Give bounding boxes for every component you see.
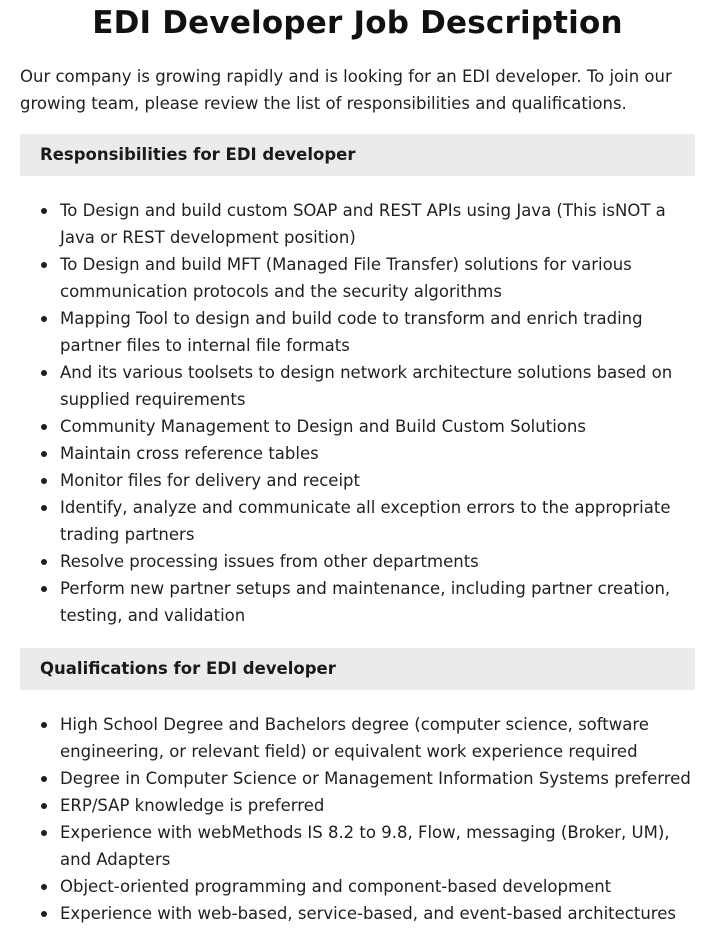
responsibility-item bbox=[20, 359, 695, 413]
responsibility-text: Community Management to Design and Build Custom Solutions bbox=[60, 417, 586, 436]
bullet-icon bbox=[41, 316, 47, 322]
bullet-icon bbox=[41, 424, 47, 430]
responsibility-text: Identify, analyze and communicate all exception errors to the appropriate trading partners bbox=[60, 498, 671, 544]
bullet-icon bbox=[41, 559, 47, 565]
responsibility-text: Mapping Tool to design and build code to transform and enrich trading partner files to internal file formats bbox=[60, 309, 643, 355]
responsibility-text: Perform new partner setups and maintenance, including partner creation, testing, and validation bbox=[60, 579, 671, 625]
bullet-icon bbox=[41, 803, 47, 809]
responsibility-text: Maintain cross reference tables bbox=[60, 444, 319, 463]
qualification-item bbox=[20, 765, 695, 792]
responsibility-text: Resolve processing issues from other departments bbox=[60, 552, 479, 571]
bullet-icon bbox=[41, 776, 47, 782]
qualification-text: ERP/SAP knowledge is preferred bbox=[60, 796, 325, 815]
bullet-icon bbox=[41, 370, 47, 376]
responsibility-text: To Design and build MFT (Managed File Transfer) solutions for various communication protocols and the security algorithms bbox=[60, 255, 632, 301]
responsibilities-list bbox=[20, 197, 695, 629]
bullet-icon bbox=[41, 505, 47, 511]
qualification-text: Object-oriented programming and component-based development bbox=[60, 877, 612, 896]
page-title: EDI Developer Job Description bbox=[92, 5, 623, 41]
qualification-item bbox=[20, 711, 695, 765]
responsibility-item bbox=[20, 440, 695, 467]
bullet-icon bbox=[41, 478, 47, 484]
responsibility-item bbox=[20, 251, 695, 305]
qualification-text: Degree in Computer Science or Management Information Systems preferred bbox=[60, 769, 691, 788]
responsibility-item bbox=[20, 305, 695, 359]
bullet-icon bbox=[41, 884, 47, 890]
responsibility-text: And its various toolsets to design network architecture solutions based on supplied requirements bbox=[60, 363, 673, 409]
qualification-item bbox=[20, 792, 695, 819]
intro-paragraph: Our company is growing rapidly and is looking for an EDI developer. To join our growing team, please review the list of responsibilities and qualifications. bbox=[20, 67, 672, 113]
responsibility-item bbox=[20, 494, 695, 548]
bullet-icon bbox=[41, 830, 47, 836]
bullet-icon bbox=[41, 262, 47, 268]
qualifications-list bbox=[20, 711, 695, 927]
responsibilities-heading: Responsibilities for EDI developer bbox=[20, 134, 695, 176]
responsibility-item bbox=[20, 413, 695, 440]
responsibility-item bbox=[20, 197, 695, 251]
responsibility-item bbox=[20, 575, 695, 629]
bullet-icon bbox=[41, 208, 47, 214]
qualification-text: High School Degree and Bachelors degree (computer science, software engineering, or relevant field) or equivalent work experience required bbox=[60, 715, 649, 761]
qualification-item bbox=[20, 873, 695, 900]
qualification-item bbox=[20, 819, 695, 873]
qualification-text: Experience with web-based, service-based, and event-based architectures bbox=[60, 904, 676, 923]
bullet-icon bbox=[41, 722, 47, 728]
responsibility-item bbox=[20, 467, 695, 494]
qualifications-heading: Qualifications for EDI developer bbox=[20, 648, 695, 690]
responsibility-item bbox=[20, 548, 695, 575]
responsibility-text: To Design and build custom SOAP and REST APIs using Java (This isNOT a Java or REST development position) bbox=[60, 201, 666, 247]
responsibility-text: Monitor files for delivery and receipt bbox=[60, 471, 360, 490]
qualification-text: Experience with webMethods IS 8.2 to 9.8, Flow, messaging (Broker, UM), and Adapters bbox=[60, 823, 670, 869]
qualification-item bbox=[20, 900, 695, 927]
bullet-icon bbox=[41, 586, 47, 592]
bullet-icon bbox=[41, 911, 47, 917]
bullet-icon bbox=[41, 451, 47, 457]
